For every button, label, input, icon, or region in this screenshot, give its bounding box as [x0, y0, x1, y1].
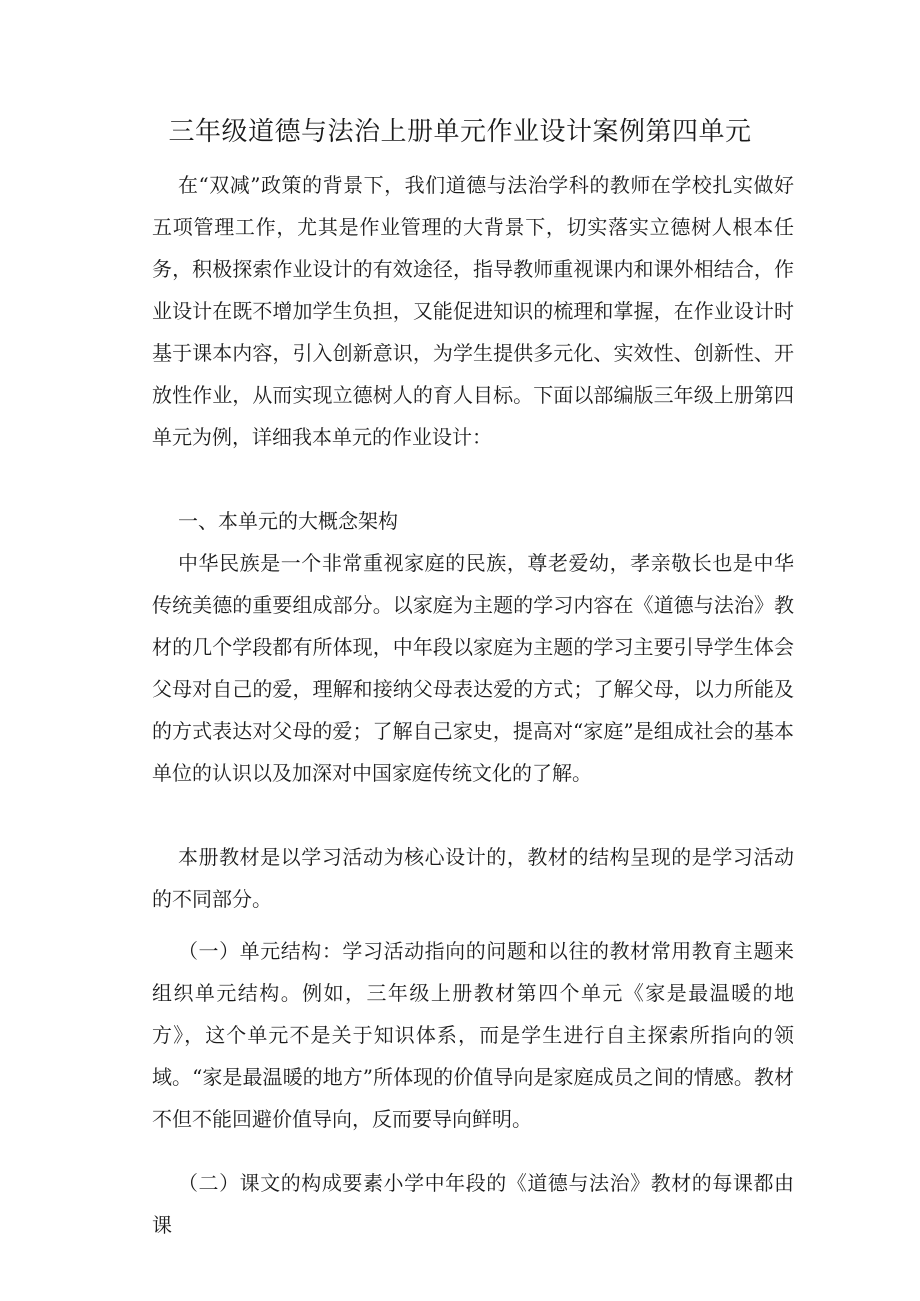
paragraph-family-theme: 中华民族是一个非常重视家庭的民族，尊老爱幼，孝亲敬长也是中华传统美德的重要组成部分。以家庭为主题的学习内容在《道德与法治》教材的几个学段都有所体现，中年段以家庭为主题的学习主要引导学生体会父母对自己的爱，理解和接纳父母表达爱的方式；了解父母，以力所能及的方式表达对父母的爱；了解自己家史，提高对“家庭”是组成社会的基本单位的认识以及加深对中国家庭传统文化的了解。 — [152, 551, 794, 785]
paragraph-lesson-elements: （二）课文的构成要素小学中年段的《道德与法治》教材的每课都由课 — [152, 1171, 794, 1237]
document-title: 三年级道德与法治上册单元作业设计案例第四单元 — [168, 117, 752, 147]
section-heading-1: 一、本单元的大概念架构 — [178, 509, 398, 533]
intro-paragraph: 在“双减”政策的背景下，我们道德与法治学科的教师在学校扎实做好五项管理工作，尤其是作业管理的大背景下，切实落实立德树人根本任务，积极探索作业设计的有效途径，指导教师重视课内和课外相结合，作业设计在既不增加学生负担，又能促进知识的梳理和掌握，在作业设计时基于课本内容，引入创新意识，为学生提供多元化、实效性、创新性、开放性作业，从而实现立德树人的育人目标。下面以部编版三年级上册第四单元为例，详细我本单元的作业设计： — [152, 173, 794, 449]
paragraph-textbook-structure: 本册教材是以学习活动为核心设计的，教材的结构呈现的是学习活动的不同部分。 — [152, 845, 794, 911]
paragraph-unit-structure: （一）单元结构：学习活动指向的问题和以往的教材常用教育主题来组织单元结构。例如，三年级上册教材第四个单元《家是最温暖的地方》，这个单元不是关于知识体系，而是学生进行自主探索所指向的领域。“家是最温暖的地方”所体现的价值导向是家庭成员之间的情感。教材不但不能回避价值导向，反而要导向鲜明。 — [152, 939, 794, 1131]
